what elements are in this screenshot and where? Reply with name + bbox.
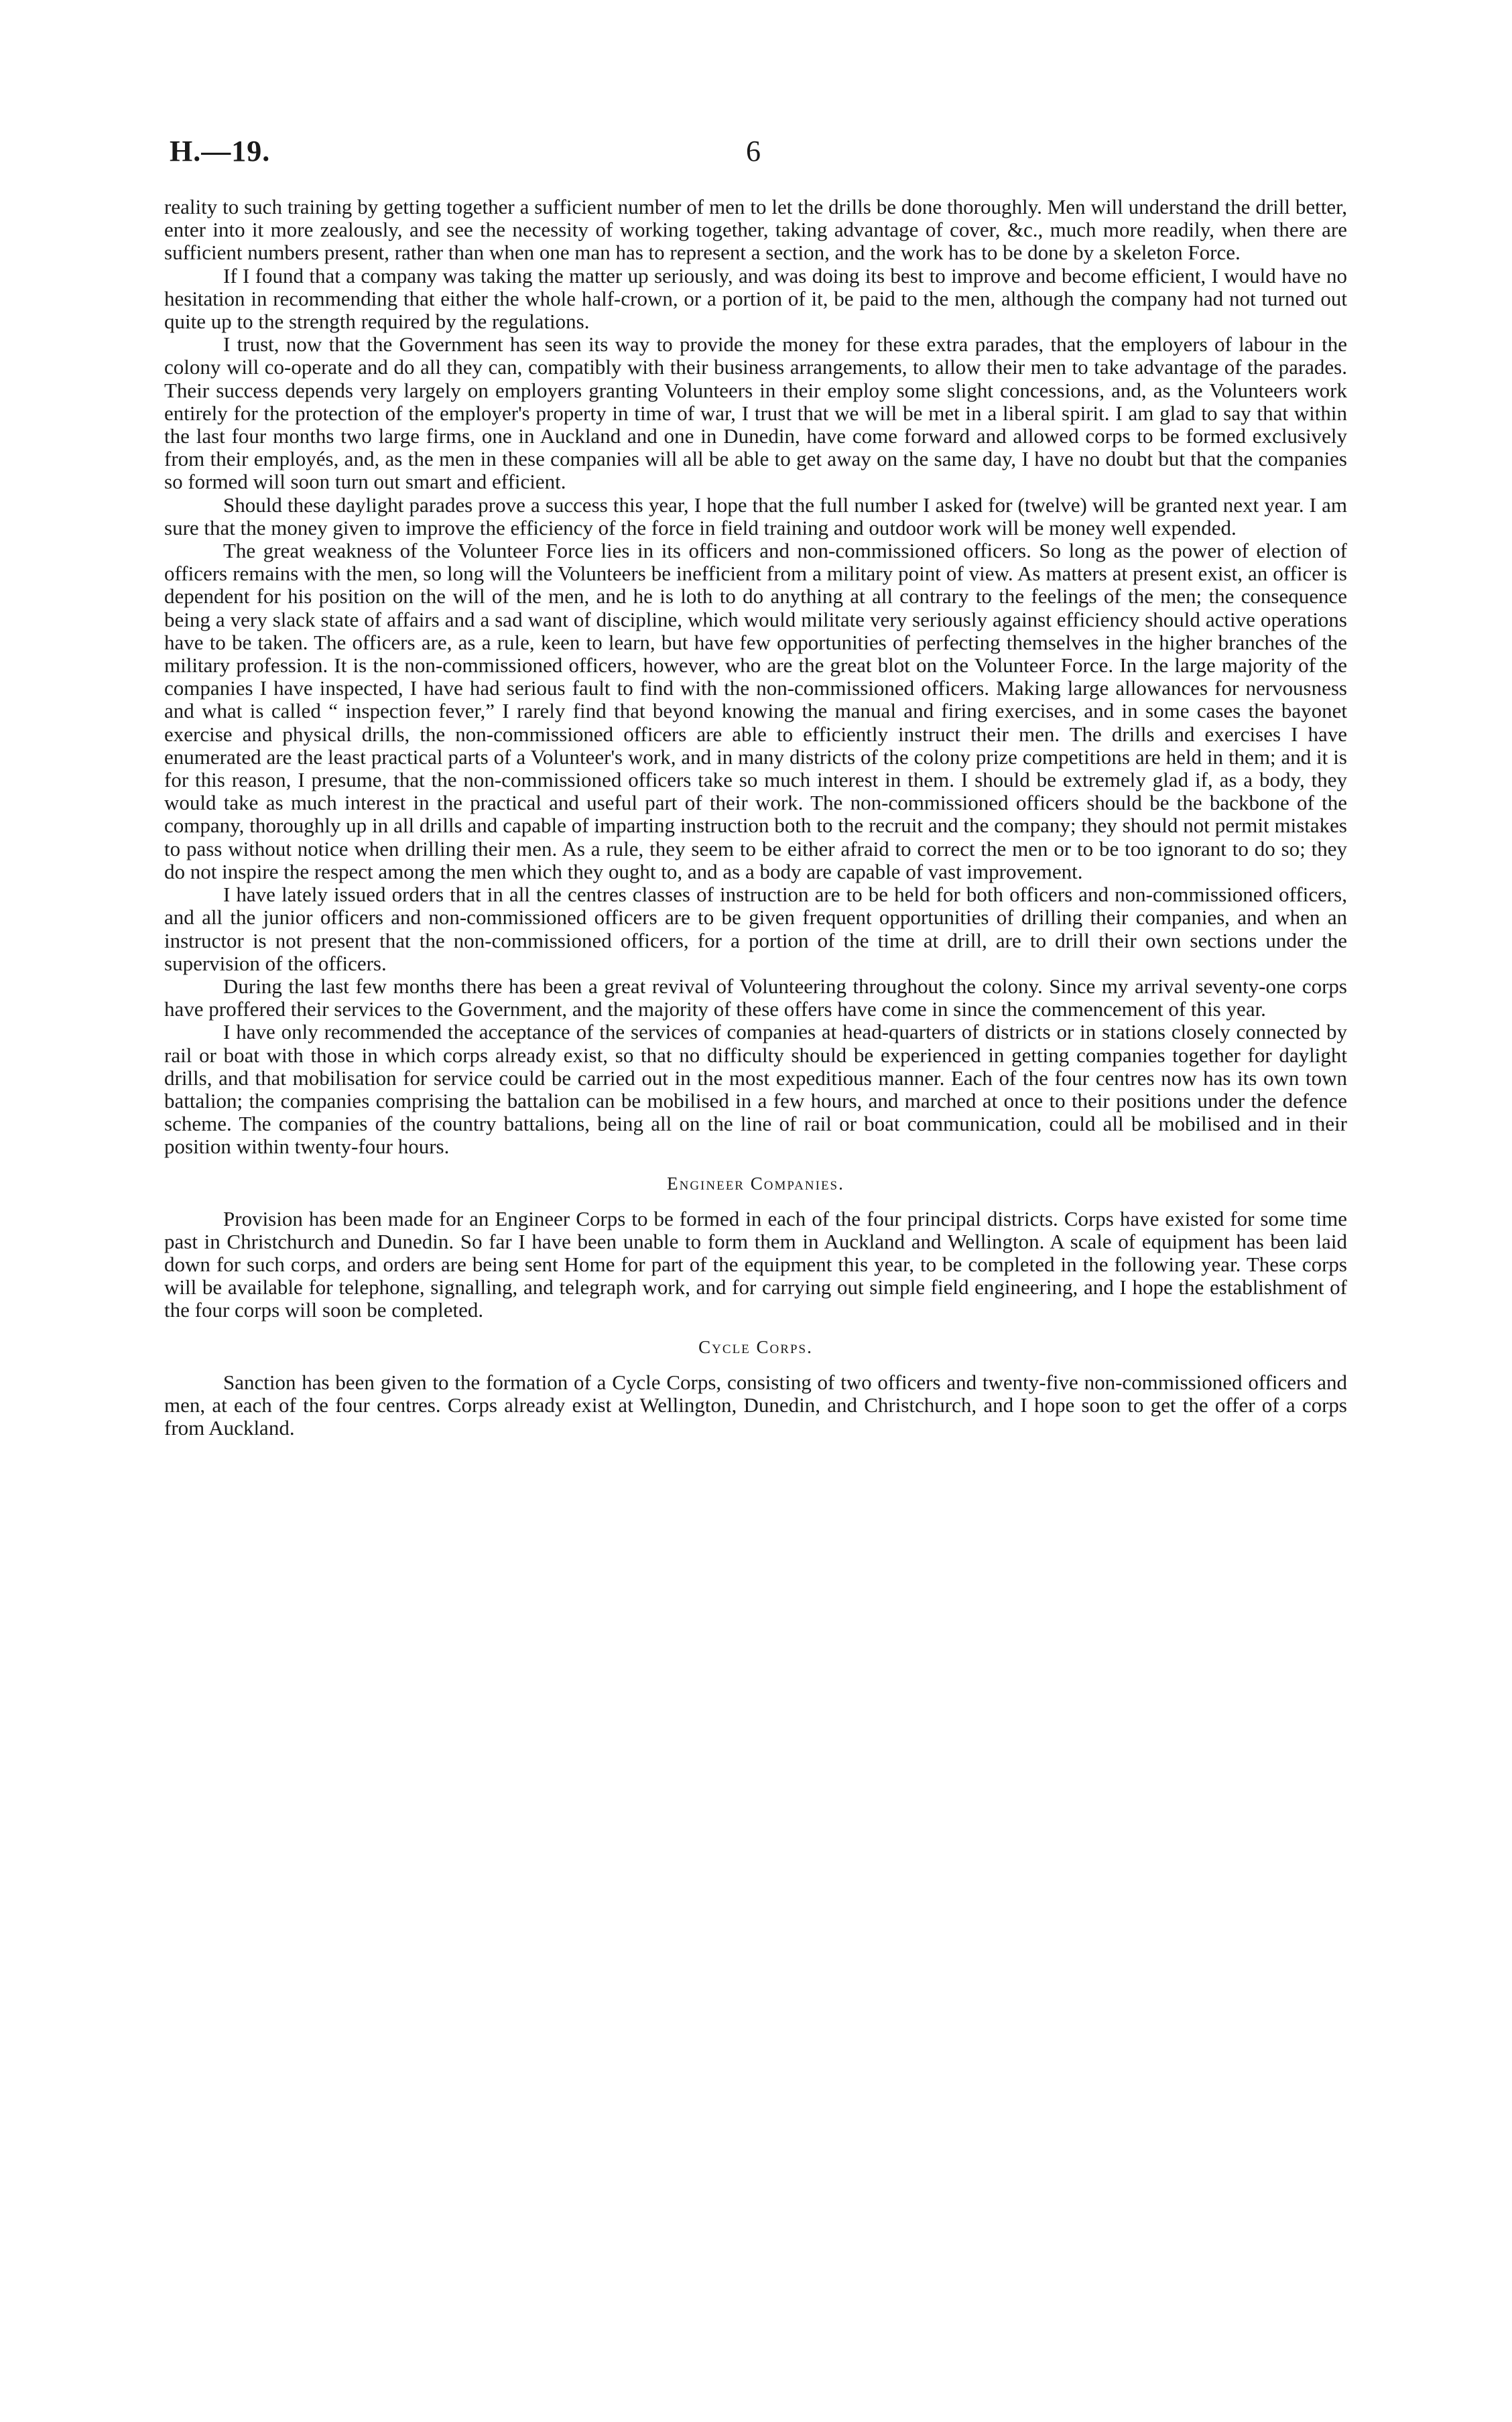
engineer-paragraph: Provision has been made for an Engineer Corps to be formed in each of the four principal districts. Corps have existed for some time past in Christchurch and Dunedin. So far I have been unable to form them in Auckland and Wellington. A scale of equipment has been laid down for such corps, and orders are being sent Home for part of the equipment this year, to be completed in the following year. These corps will be available for telephone, signalling, and telegraph work, and for carrying out simple field engineering, and I hope the establishment of the four corps will soon be completed. xyxy=(164,1206,1347,1322)
document-page xyxy=(164,134,1347,1440)
section-heading-engineer-companies: Engineer Companies. xyxy=(667,1173,844,1194)
page-header xyxy=(164,134,1347,181)
paragraph-7: During the last few months there has been a great revival of Volunteering throughout the colony. Since my arrival seventy-one corps have proffered their services to the Government, and the majority of these offers have come in since the commencement of this year. xyxy=(164,974,1347,1021)
paragraph-4: Should these daylight parades prove a success this year, I hope that the full number I asked for (twelve) will be granted next year. I am sure that the money given to improve the efficiency of the force in field training and outdoor work will be money well expended. xyxy=(164,493,1347,539)
section-heading-cycle-corps: Cycle Corps. xyxy=(698,1336,813,1357)
paragraph-1: reality to such training by getting together a sufficient number of men to let the drills be done thoroughly. Men will understand the drill better, enter into it more zealously, and see the necessity of working together, taking advantage of cover, &c., much more readily, when there are sufficient numbers present, rather than when one man has to represent a section, and the work has to be done by a skeleton Force. xyxy=(164,195,1347,265)
paragraph-8: I have only recommended the acceptance of the services of companies at head-quarters of districts or in stations closely connected by rail or boat with those in which corps already exist, so that no difficulty should be experienced in getting companies together for daylight drills, and that mobilisation for service could be carried out in the most expeditious manner. Each of the four centres now has its own town battalion; the companies comprising the battalion can be mobilised in a few hours, and marched at once to their positions under the defence scheme. The companies of the country battalions, being all on the line of rail or boat communication, could all be mobilised and in their position within twenty-four hours. xyxy=(164,1020,1347,1159)
cycle-paragraph: Sanction has been given to the formation of a Cycle Corps, consisting of two officers and twenty-five non-commissioned officers and men, at each of the four centres. Corps already exist at Wellington, Dunedin, and Christchurch, and I hope soon to get the offer of a corps from Auckland. xyxy=(164,1370,1347,1440)
document-reference: H.—19. xyxy=(170,135,271,168)
paragraph-3: I trust, now that the Government has seen its way to provide the money for these extra parades, that the employers of labour in the colony will co-operate and do all they can, compatibly with their business arrangements, to allow their men to take advantage of the parades. Their success depends very largely on employers granting Volunteers in their employ some slight concessions, and, as the Volunteers work entirely for the protection of the employer's property in time of war, I trust that we will be met in a liberal spirit. I am glad to say that within the last four months two large firms, one in Auckland and one in Dunedin, have come forward and allowed corps to be formed exclusively from their employés, and, as the men in these companies will all be able to get away on the same day, I have no doubt but that the companies so formed will soon turn out smart and efficient. xyxy=(164,332,1347,494)
page-number: 6 xyxy=(746,135,761,168)
paragraph-5: The great weakness of the Volunteer Force lies in its officers and non-commissioned officers. So long as the power of election of officers remains with the men, so long will the Volunteers be inefficient from a military point of view. As matters at present exist, an officer is dependent for his position on the will of the men, and he is loth to do anything at all contrary to the feelings of the men; the consequence being a very slack state of affairs and a sad want of discipline, which would militate very seriously against efficiency should active operations have to be taken. The officers are, as a rule, keen to learn, but have few opportunities of perfecting themselves in the higher branches of the military profession. It is the non-commissioned officers, however, who are the great blot on the Volunteer Force. In the large majority of the companies I have inspected, I have had serious fault to find with the non-commissioned officers. Making large allowances for nervousness and what is called “ inspection fever,” I rarely find that beyond knowing the manual and firing exercises, and in some cases the bayonet exercise and physical drills, the non-commissioned officers are able to efficiently instruct their men. The drills and exercises I have enumerated are the least practical parts of a Volunteer's work, and in many districts of the colony prize competitions are held in them; and it is for this reason, I presume, that the non-commissioned officers take so much interest in them. I should be extremely glad if, as a body, they would take as much interest in the practical and useful part of their work. The non-commissioned officers should be the backbone of the company, thoroughly up in all drills and capable of imparting instruction both to the recruit and the company; they should not permit mistakes to pass without notice when drilling their men. As a rule, they seem to be either afraid to correct the men or to be too ignorant to do so; they do not inspire the respect among the men which they ought to, and as a body are capable of vast improvement. xyxy=(164,539,1347,883)
paragraph-6: I have lately issued orders that in all the centres classes of instruction are to be held for both officers and non-commissioned officers, and all the junior officers and non-commissioned officers are to be given frequent opportunities of drilling their companies, and when an instructor is not present that the non-commissioned officers, for a portion of the time at drill, are to drill their own sections under the supervision of the officers. xyxy=(164,883,1347,975)
paragraph-2: If I found that a company was taking the matter up seriously, and was doing its best to improve and become efficient, I would have no hesitation in recommending that either the whole half-crown, or a portion of it, be paid to the men, although the company had not turned out quite up to the strength required by the regulations. xyxy=(164,263,1347,334)
